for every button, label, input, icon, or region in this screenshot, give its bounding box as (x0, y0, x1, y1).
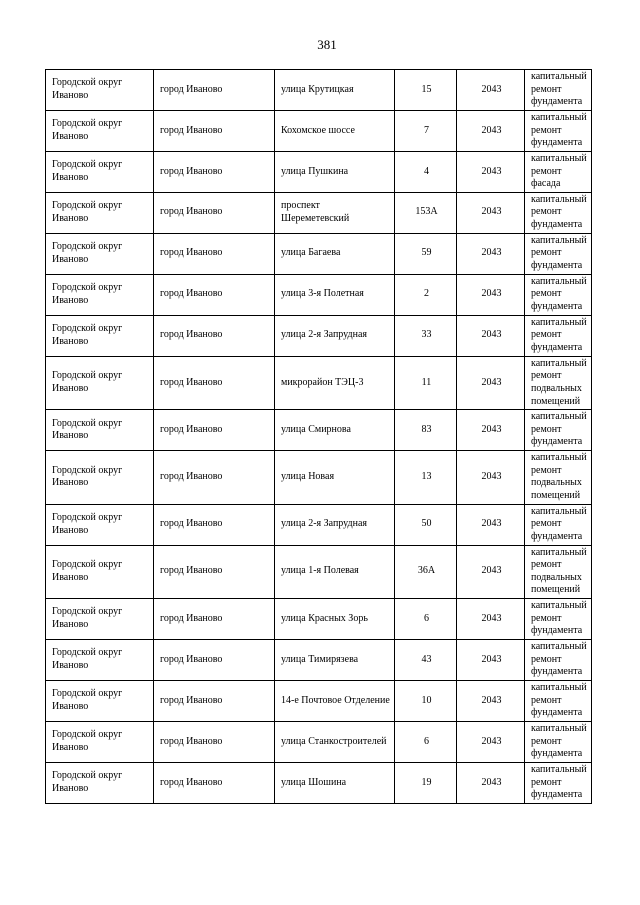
table-row (46, 356, 592, 409)
cell-city: город Иваново (154, 274, 275, 315)
table-row (46, 152, 592, 193)
cell-year: 2043 (457, 356, 525, 409)
cell-city: город Иваново (154, 152, 275, 193)
cell-work-type: капитальный ремонт фундамента (525, 70, 592, 111)
table-row (46, 680, 592, 721)
cell-okrug: Городской округ Иваново (46, 410, 154, 451)
cell-street: улица Смирнова (275, 410, 395, 451)
cell-house-number: 43 (395, 639, 457, 680)
table-row (46, 598, 592, 639)
cell-street: улица Станкостроителей (275, 721, 395, 762)
cell-year: 2043 (457, 315, 525, 356)
table-row (46, 192, 592, 233)
cell-house-number: 10 (395, 680, 457, 721)
cell-year: 2043 (457, 762, 525, 803)
cell-city: город Иваново (154, 410, 275, 451)
cell-house-number: 50 (395, 504, 457, 545)
table-row (46, 274, 592, 315)
cell-work-type: капитальный ремонт фундамента (525, 680, 592, 721)
cell-city: город Иваново (154, 70, 275, 111)
cell-city: город Иваново (154, 680, 275, 721)
cell-year: 2043 (457, 680, 525, 721)
cell-street: 14-е Почтовое Отделение (275, 680, 395, 721)
cell-street: улица 2-я Запрудная (275, 504, 395, 545)
cell-house-number: 19 (395, 762, 457, 803)
cell-work-type: капитальный ремонт фундамента (525, 274, 592, 315)
cell-city: город Иваново (154, 762, 275, 803)
cell-street: улица Шошина (275, 762, 395, 803)
page-number: 381 (317, 37, 337, 52)
cell-okrug: Городской округ Иваново (46, 598, 154, 639)
cell-city: город Иваново (154, 233, 275, 274)
table-row (46, 639, 592, 680)
cell-okrug: Городской округ Иваново (46, 545, 154, 598)
cell-city: город Иваново (154, 192, 275, 233)
cell-street: улица Новая (275, 451, 395, 504)
cell-year: 2043 (457, 152, 525, 193)
table-row (46, 451, 592, 504)
cell-street: улица 1-я Полевая (275, 545, 395, 598)
cell-street: улица Крутицкая (275, 70, 395, 111)
cell-house-number: 2 (395, 274, 457, 315)
cell-work-type: капитальный ремонт фундамента (525, 410, 592, 451)
cell-okrug: Городской округ Иваново (46, 680, 154, 721)
table-row (46, 762, 592, 803)
table-row (46, 315, 592, 356)
cell-work-type: капитальный ремонт подвальных помещений (525, 451, 592, 504)
cell-year: 2043 (457, 70, 525, 111)
cell-city: город Иваново (154, 451, 275, 504)
cell-work-type: капитальный ремонт фундамента (525, 598, 592, 639)
cell-street: микрорайон ТЭЦ-3 (275, 356, 395, 409)
cell-okrug: Городской округ Иваново (46, 70, 154, 111)
cell-house-number: 6 (395, 721, 457, 762)
cell-year: 2043 (457, 274, 525, 315)
cell-work-type: капитальный ремонт фундамента (525, 315, 592, 356)
cell-okrug: Городской округ Иваново (46, 315, 154, 356)
cell-year: 2043 (457, 721, 525, 762)
cell-city: город Иваново (154, 504, 275, 545)
cell-city: город Иваново (154, 111, 275, 152)
cell-house-number: 11 (395, 356, 457, 409)
cell-house-number: 6 (395, 598, 457, 639)
cell-street: улица Пушкина (275, 152, 395, 193)
cell-okrug: Городской округ Иваново (46, 762, 154, 803)
cell-year: 2043 (457, 504, 525, 545)
cell-okrug: Городской округ Иваново (46, 274, 154, 315)
cell-okrug: Городской округ Иваново (46, 639, 154, 680)
table-row (46, 545, 592, 598)
cell-city: город Иваново (154, 545, 275, 598)
cell-street: улица Красных Зорь (275, 598, 395, 639)
cell-city: город Иваново (154, 598, 275, 639)
cell-year: 2043 (457, 192, 525, 233)
cell-house-number: 59 (395, 233, 457, 274)
cell-street: улица 3-я Полетная (275, 274, 395, 315)
housing-repair-table (45, 69, 592, 804)
cell-year: 2043 (457, 233, 525, 274)
cell-street: проспект Шереметевский (275, 192, 395, 233)
cell-work-type: капитальный ремонт подвальных помещений (525, 545, 592, 598)
cell-street: улица 2-я Запрудная (275, 315, 395, 356)
table-row (46, 111, 592, 152)
cell-house-number: 7 (395, 111, 457, 152)
cell-street: Кохомское шоссе (275, 111, 395, 152)
table-row (46, 721, 592, 762)
cell-city: город Иваново (154, 721, 275, 762)
cell-okrug: Городской округ Иваново (46, 356, 154, 409)
cell-street: улица Багаева (275, 233, 395, 274)
cell-work-type: капитальный ремонт фундамента (525, 721, 592, 762)
cell-house-number: 33 (395, 315, 457, 356)
cell-okrug: Городской округ Иваново (46, 152, 154, 193)
cell-work-type: капитальный ремонт фундамента (525, 233, 592, 274)
cell-city: город Иваново (154, 356, 275, 409)
cell-okrug: Городской округ Иваново (46, 233, 154, 274)
cell-okrug: Городской округ Иваново (46, 721, 154, 762)
cell-okrug: Городской округ Иваново (46, 192, 154, 233)
cell-house-number: 4 (395, 152, 457, 193)
cell-work-type: капитальный ремонт фундамента (525, 504, 592, 545)
table-row (46, 70, 592, 111)
cell-house-number: 83 (395, 410, 457, 451)
table-row (46, 504, 592, 545)
cell-city: город Иваново (154, 639, 275, 680)
cell-year: 2043 (457, 410, 525, 451)
cell-street: улица Тимирязева (275, 639, 395, 680)
cell-okrug: Городской округ Иваново (46, 111, 154, 152)
table-row (46, 233, 592, 274)
cell-work-type: капитальный ремонт фундамента (525, 762, 592, 803)
cell-year: 2043 (457, 639, 525, 680)
cell-house-number: 15 (395, 70, 457, 111)
cell-okrug: Городской округ Иваново (46, 451, 154, 504)
cell-city: город Иваново (154, 315, 275, 356)
cell-year: 2043 (457, 598, 525, 639)
cell-house-number: 36А (395, 545, 457, 598)
cell-year: 2043 (457, 451, 525, 504)
cell-year: 2043 (457, 111, 525, 152)
cell-house-number: 13 (395, 451, 457, 504)
table-row (46, 410, 592, 451)
cell-work-type: капитальный ремонт фасада (525, 152, 592, 193)
cell-work-type: капитальный ремонт фундамента (525, 639, 592, 680)
cell-work-type: капитальный ремонт фундамента (525, 192, 592, 233)
cell-work-type: капитальный ремонт подвальных помещений (525, 356, 592, 409)
cell-work-type: капитальный ремонт фундамента (525, 111, 592, 152)
cell-house-number: 153А (395, 192, 457, 233)
cell-year: 2043 (457, 545, 525, 598)
cell-okrug: Городской округ Иваново (46, 504, 154, 545)
